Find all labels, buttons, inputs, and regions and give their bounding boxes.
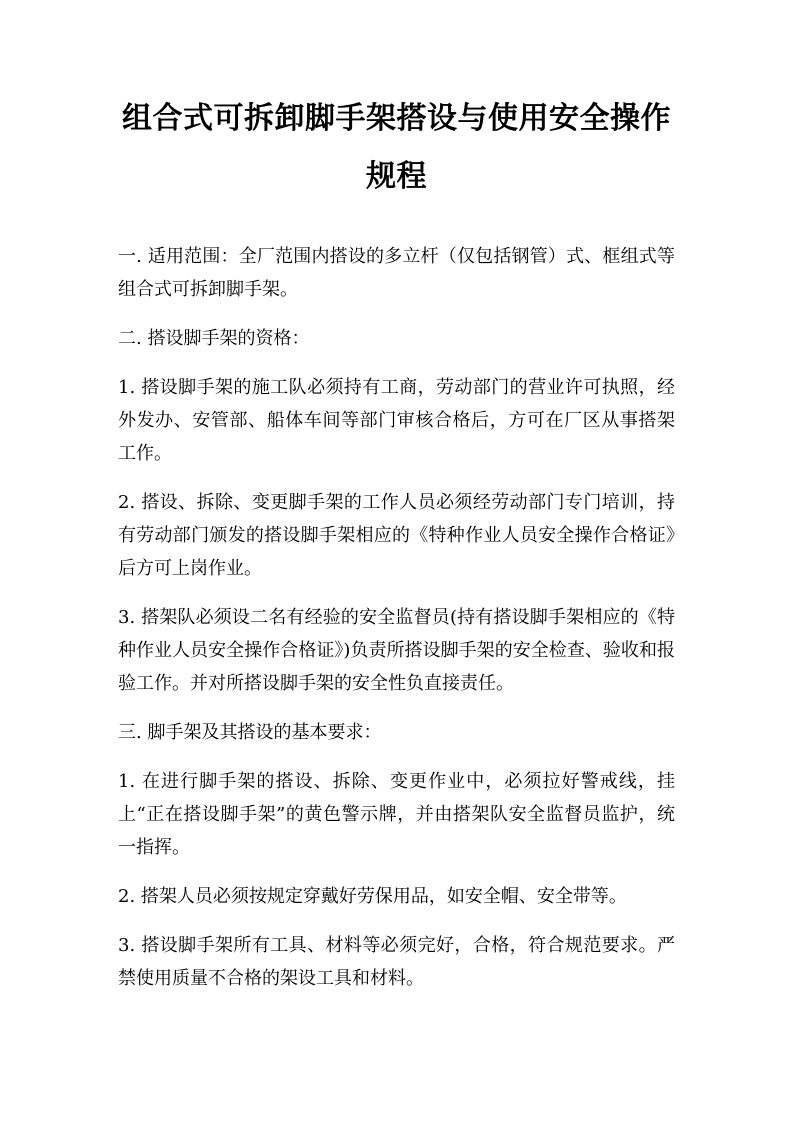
paragraph-requirement-3: 3. 搭设脚手架所有工具、材料等必须完好，合格，符合规范要求。严禁使用质量不合格的架设工具和材料。 — [118, 935, 675, 989]
paragraph-requirement-1: 1. 在进行脚手架的搭设、拆除、变更作业中，必须拉好警戒线，挂上“正在搭设脚手架”的黄色警示牌，并由搭架队安全监督员监护，统一指挥。 — [118, 771, 675, 858]
paragraph-qualification-1: 1. 搭设脚手架的施工队必须持有工商，劳动部门的营业许可执照，经外发办、安管部、船体车间等部门审核合格后，方可在厂区从事搭架工作。 — [118, 377, 675, 464]
section-heading-qualification: 二. 搭设脚手架的资格： — [118, 328, 310, 349]
paragraph-qualification-3: 3. 搭架队必须设二名有经验的安全监督员(持有搭设脚手架相应的《特种作业人员安全操作合格证》)负责所搭设脚手架的安全检查、验收和报验工作。并对所搭设脚手架的安全性负直接责任。 — [118, 607, 675, 694]
section-heading-requirements: 三. 脚手架及其搭设的基本要求： — [118, 722, 382, 743]
document-title — [118, 90, 675, 206]
document-body — [118, 240, 675, 995]
paragraph-qualification-2: 2. 搭设、拆除、变更脚手架的工作人员必须经劳动部门专门培训，持有劳动部门颁发的搭设脚手架相应的《特种作业人员安全操作合格证》后方可上岗作业。 — [118, 492, 675, 579]
paragraph-scope: 一. 适用范围：全厂范围内搭设的多立杆（仅包括钢管）式、框组式等组合式可拆卸脚手架。 — [118, 246, 675, 300]
title-line-1: 组合式可拆卸脚手架搭设与使用安全操作 — [122, 101, 671, 136]
paragraph-requirement-2: 2. 搭架人员必须按规定穿戴好劳保用品，如安全帽、安全带等。 — [118, 886, 627, 907]
title-line-2: 规程 — [366, 159, 427, 194]
